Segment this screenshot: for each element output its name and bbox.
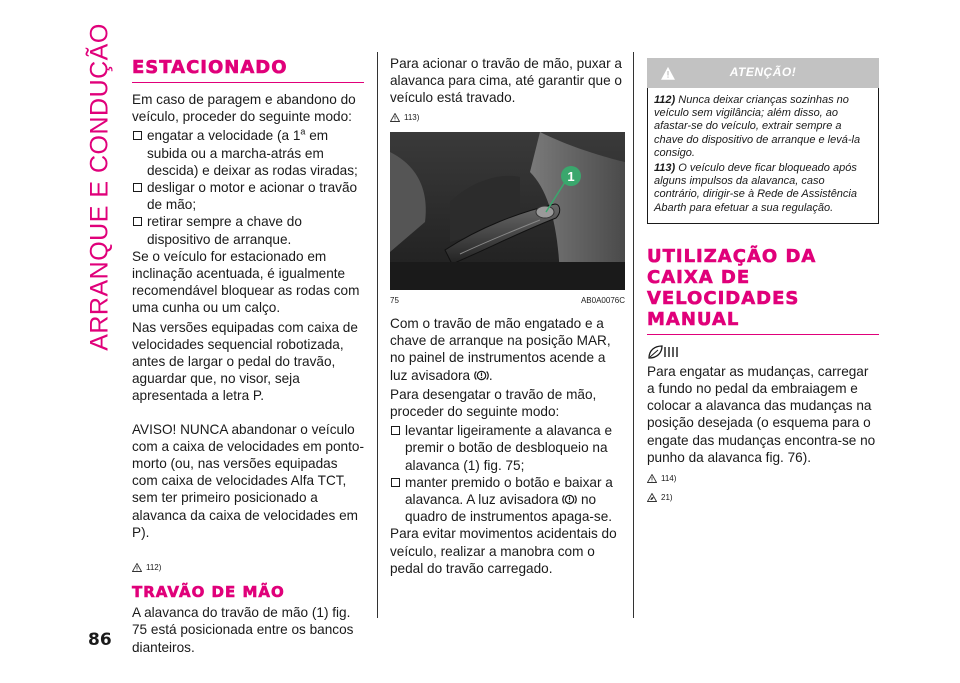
callout-number: 1 [567, 168, 575, 184]
heading-rule [132, 82, 364, 83]
brake-warning-light-icon [562, 493, 577, 506]
warning-reference: 112) [132, 559, 364, 576]
attention-note-113: 113) O veículo deve ficar bloqueado após alguns impulsos da alavanca, caso contrário, dirigir-se à Rede de Assistência Abarth para efetuar a sua regulação. [654, 162, 857, 214]
bullet-box-icon [133, 183, 142, 192]
attention-note-112: 112) Nunca deixar crianças sozinhas no veículo sem vigilância; além disso, ao afastar-se do veículo, extrair sempre a chave do dispositivo de arranque e levá-la consigo. [654, 94, 861, 159]
environment-reference: 21) [647, 489, 879, 506]
heading-rule [647, 334, 879, 335]
bullet-box-icon [391, 478, 400, 487]
warning-triangle-icon [390, 113, 400, 122]
brake-warning-light-icon [474, 369, 489, 382]
warning-reference: 114) [647, 470, 879, 487]
warning-triangle-icon [132, 563, 142, 572]
section-heading-estacionado: ESTACIONADO [132, 57, 288, 78]
column-2 [390, 55, 625, 579]
paragraph: Nas versões equipadas com caixa de velocidades sequencial robotizada, antes de largar o pedal do travão, aguardar que, no visor, seja apresentada a letra P. [132, 319, 358, 404]
attention-title: ATENÇÃO! [729, 65, 797, 80]
paragraph: Para desengatar o travão de mão, proceder do seguinte modo: [390, 386, 597, 420]
warning-reference: 113) [390, 109, 625, 126]
eco-leaf-icon [647, 343, 681, 361]
list-item: desligar o motor e acionar o travão de mão; [132, 179, 364, 213]
figure-75-handbrake-photo [390, 132, 625, 290]
figure-number: 75 [390, 295, 399, 305]
list-item: engatar a velocidade (a 1$^a$ em subida ou a marcha-atrás em descida) e deixar as rodas viradas; [132, 127, 364, 179]
paragraph: A alavanca do travão de mão (1) fig. 75 está posicionada entre os bancos dianteiros. [132, 605, 354, 655]
attention-header [647, 58, 879, 88]
warning-triangle-icon [661, 67, 675, 80]
page-number: 86 [88, 630, 112, 650]
bullet-box-icon [391, 426, 400, 435]
list-item: manter premido o botão e baixar a alavanca. A luz avisadora no quadro de instrumentos apaga-se. [390, 474, 625, 526]
column-1 [132, 58, 364, 658]
paragraph: Com o travão de mão engatado e a chave de arranque na posição MAR, no painel de instrumentos acende a luz avisadora . [390, 316, 611, 383]
chapter-side-title: ARRANQUE E CONDUÇÃO [85, 23, 114, 351]
attention-box [647, 88, 879, 224]
list-item: levantar ligeiramente a alavanca e premir o botão de desbloqueio na alavanca (1) fig. 75; [390, 422, 625, 474]
column-divider [377, 52, 378, 618]
list-item: retirar sempre a chave do dispositivo de arranque. [132, 213, 364, 247]
handbrake-illustration [390, 132, 625, 290]
paragraph: Se o veículo for estacionado em inclinação acentuada, é igualmente recomendável bloquear as rodas com uma cunha ou um calço. [132, 248, 360, 316]
warning-triangle-icon [647, 474, 657, 483]
figure-code: AB0A0076C [580, 295, 625, 305]
paragraph: Em caso de paragem e abandono do veículo, proceder do seguinte modo: [132, 92, 356, 125]
column-divider [633, 52, 634, 618]
paragraph: Para engatar as mudanças, carregar a fundo no pedal da embraiagem e colocar a alavanca das mudanças na posição desejada (o esquema para o engate das mudanças encontra-se no punho da alavanca fig. 76). [647, 363, 876, 465]
environment-icon [647, 493, 657, 502]
bullet-box-icon [133, 217, 142, 226]
paragraph: Para evitar movimentos acidentais do veículo, realizar a manobra com o pedal do travão carregado. [390, 526, 617, 576]
column-3 [647, 58, 879, 506]
section-heading-caixa-manual: UTILIZAÇÃO DA CAIXA DE VELOCIDADES MANUAL [647, 245, 817, 330]
figure-caption [390, 292, 625, 309]
paragraph: Para acionar o travão de mão, puxar a alavanca para cima, até garantir que o veículo está travado. [390, 56, 622, 106]
paragraph-aviso: AVISO! NUNCA abandonar o veículo com a caixa de velocidades em ponto-morto (ou, nas versões equipadas com caixa de velocidades Alfa TCT, sem ter primeiro posicionado a alavanca da caixa de velocidades em P). [132, 421, 364, 540]
bullet-box-icon [133, 131, 142, 140]
section-heading-travao: TRAVÃO DE MÃO [132, 583, 285, 602]
